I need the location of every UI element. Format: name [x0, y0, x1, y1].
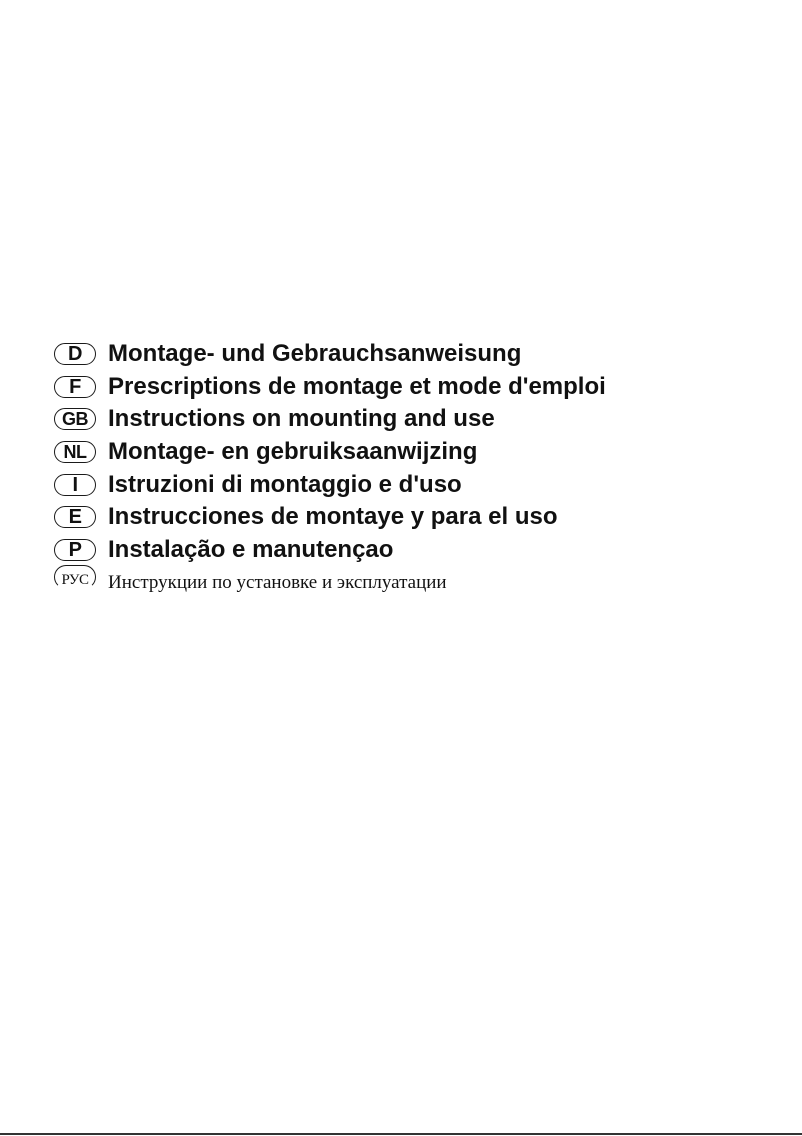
language-badge-pt: P	[54, 539, 96, 561]
language-row-nl	[54, 436, 774, 469]
language-title-nl: Montage- en gebruiksaanwijzing	[108, 438, 478, 466]
language-badge-fr: F	[54, 376, 96, 398]
language-row-it	[54, 468, 774, 501]
language-row-ru	[54, 566, 774, 599]
language-title-es: Instrucciones de montaye y para el uso	[108, 503, 558, 531]
language-title-fr: Prescriptions de montage et mode d'emploi	[108, 372, 606, 400]
language-title-gb: Instructions on mounting and use	[108, 405, 495, 433]
language-badge-ru: РУС	[54, 569, 96, 591]
language-title-ru: Инструкции по установке и эксплуатации	[108, 571, 447, 593]
language-badge-nl: NL	[54, 441, 96, 463]
language-list	[54, 338, 774, 599]
language-title-it: Istruzioni di montaggio e d'uso	[108, 470, 462, 498]
bottom-divider	[0, 1133, 802, 1135]
language-badge-es: E	[54, 506, 96, 528]
language-badge-gb: GB	[54, 408, 96, 430]
language-title-de: Montage- und Gebrauchsanweisung	[108, 340, 522, 368]
language-row-fr	[54, 371, 774, 404]
language-row-de	[54, 338, 774, 371]
language-row-pt	[54, 534, 774, 567]
language-row-gb	[54, 403, 774, 436]
language-row-es	[54, 501, 774, 534]
language-badge-it: I	[54, 474, 96, 496]
language-title-pt: Instalação e manutençao	[108, 535, 394, 563]
language-badge-de: D	[54, 343, 96, 365]
